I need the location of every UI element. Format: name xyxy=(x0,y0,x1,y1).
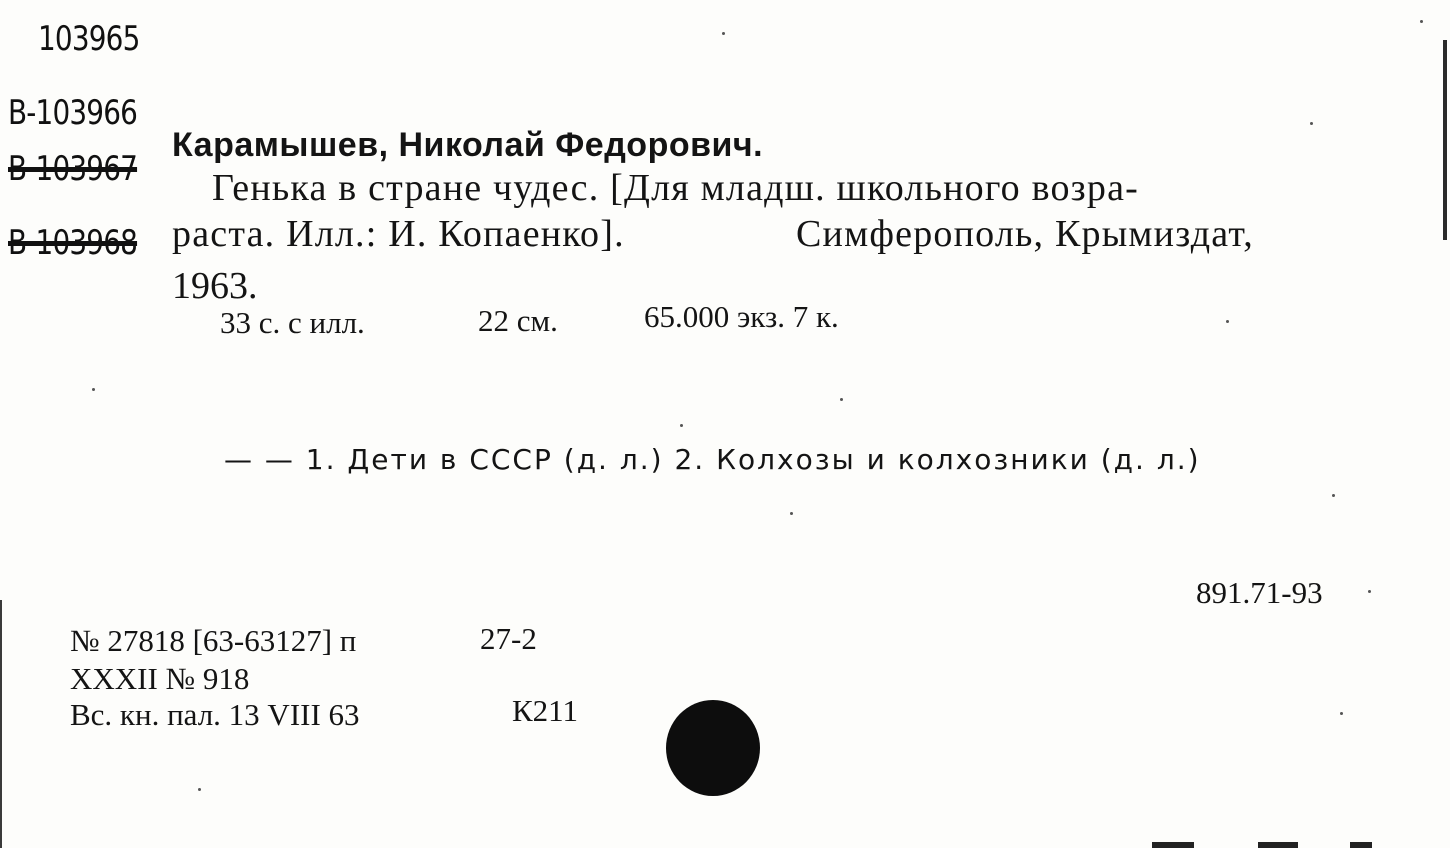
punch-hole xyxy=(666,700,760,796)
scan-speck xyxy=(840,398,843,401)
scan-speck xyxy=(1310,122,1313,125)
chamber-date: Вс. кн. пал. 13 VIII 63 xyxy=(70,697,360,732)
scan-speck xyxy=(680,424,683,427)
edge-mark xyxy=(1258,842,1298,848)
collation-pages: 33 с. с илл. xyxy=(220,305,365,340)
registry-code: 27-2 xyxy=(480,621,537,656)
scan-speck xyxy=(1340,712,1343,715)
author-heading: Карамышев, Николай Федорович. xyxy=(172,126,764,164)
registry-number: № 27818 [63-63127] п xyxy=(70,623,357,658)
card-edge-shadow-left xyxy=(0,600,2,848)
scan-speck xyxy=(92,388,95,391)
handwritten-number-struck: В-103968 xyxy=(8,223,138,263)
handwritten-number-struck: В-103967 xyxy=(8,149,138,189)
collation-print-run: 65.000 экз. 7 к. xyxy=(644,299,839,334)
handwritten-number: В-103966 xyxy=(8,93,138,133)
edge-mark xyxy=(1152,842,1194,848)
subject-headings: — — 1. Дети в СССР (д. л.) 2. Колхозы и колхозники (д. л.) xyxy=(224,443,1201,476)
registry-series: XXXII № 918 xyxy=(70,661,250,696)
imprint-year: 1963. xyxy=(172,265,258,307)
scan-speck xyxy=(198,788,201,791)
scan-speck xyxy=(722,32,725,35)
imprint-place-publisher: Симферополь, Крымиздат, xyxy=(796,213,1254,255)
scan-speck xyxy=(1420,20,1423,23)
collation-size: 22 см. xyxy=(478,303,558,338)
chamber-code: К211 xyxy=(512,693,579,728)
handwritten-number: 103965 xyxy=(38,19,140,59)
edge-mark xyxy=(1350,842,1372,848)
card-edge-shadow xyxy=(1443,40,1447,240)
scan-speck xyxy=(1226,320,1229,323)
scan-speck xyxy=(1368,590,1371,593)
scan-speck xyxy=(1332,494,1335,497)
title-line: Генька в стране чудес. [Для младш. школьного возра- xyxy=(212,167,1139,209)
classification-number: 891.71-93 xyxy=(1196,575,1323,610)
scan-speck xyxy=(790,512,793,515)
title-line: раста. Илл.: И. Копаенко]. xyxy=(172,213,625,255)
